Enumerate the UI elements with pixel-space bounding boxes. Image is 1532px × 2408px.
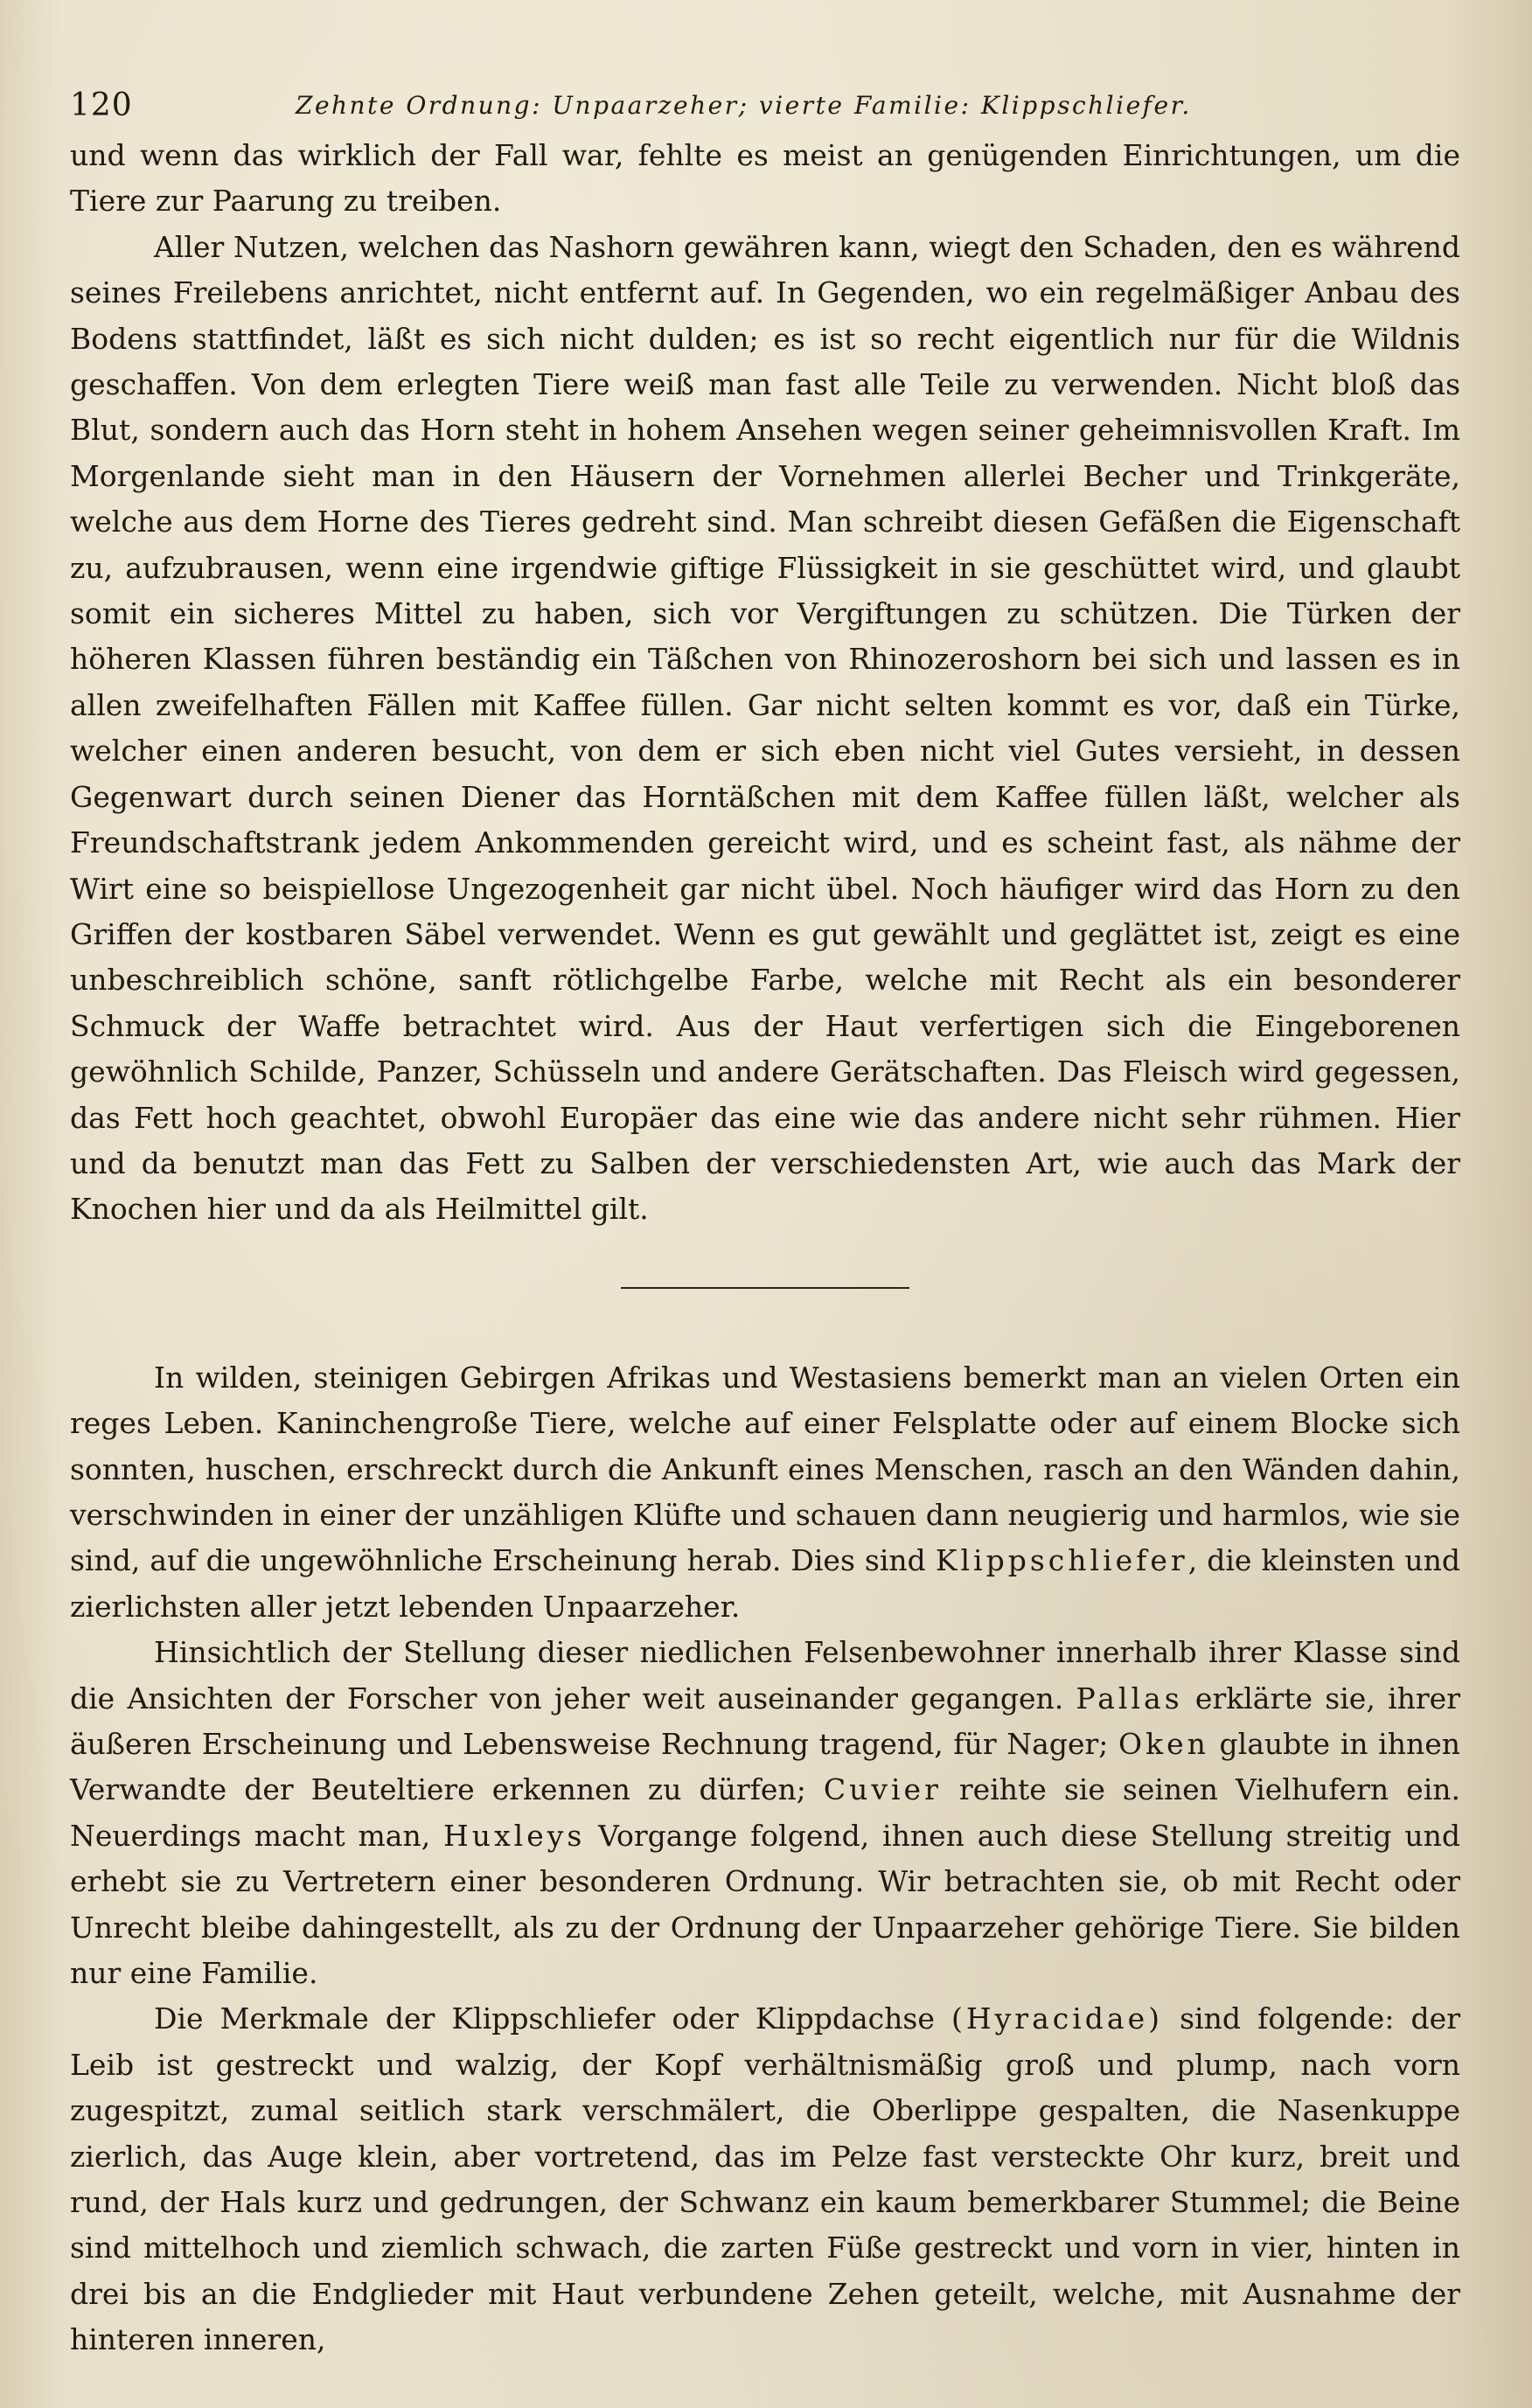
running-head: Zehnte Ordnung: Unpaarzeher; vierte Familie: Klippschliefer. [296, 91, 1192, 120]
hyrax-intro-text: In wilden, steinigen Gebirgen Afrikas und Westasiens bemerkt man an vielen Orten ein reges Leben. Kaninchengroße Tiere, welche auf einer Felsplatte oder auf einem Blocke sich sonnten, huschen, erschreckt durch die Ankunft eines Menschen, rasch an den Wänden dahin, verschwinden in einer der unzähligen Klüfte und schauen dann neugierig und harmlos, wie sie sind, auf die ungewöhnliche Erscheinung herab. Dies sind [70, 1360, 1460, 1578]
paragraph-rhinoceros-uses: Aller Nutzen, welchen das Nashorn gewähren kann, wiegt den Schaden, den es während seines Freilebens anrichtet, nicht entfernt auf. In Gegenden, wo ein regelmäßiger Anbau des Bodens stattfindet, läßt es sich nicht dulden; es ist so recht eigentlich nur für die Wildnis geschaffen. Von dem erlegten Tiere weiß man fast alle Teile zu verwenden. Nicht bloß das Blut, sondern auch das Horn steht in hohem Ansehen wegen seiner geheimnisvollen Kraft. Im Morgenlande sieht man in den Häusern der Vornehmen allerlei Becher und Trinkgeräte, welche aus dem Horne des Tieres gedreht sind. Man schreibt diesen Gefäßen die Eigenschaft zu, aufzubrausen, wenn eine irgendwie giftige Flüssigkeit in sie geschüttet wird, und glaubt somit ein sicheres Mittel zu haben, sich vor Vergiftungen zu schützen. Die Türken der höheren Klassen führen beständig ein Täßchen von Rhinozeroshorn bei sich und lassen es in allen zweifelhaften Fällen mit Kaffee füllen. Gar nicht selten kommt es vor, daß ein Türke, welcher einen anderen besucht, von dem er sich eben nicht viel Gutes versieht, in dessen Gegenwart durch seinen Diener das Horntäßchen mit dem Kaffee füllen läßt, welcher als Freundschaftstrank jedem Ankommenden gereicht wird, und es scheint fast, als nähme der Wirt eine so beispiellose Ungezogenheit gar nicht übel. Noch häufiger wird das Horn zu den Griffen der kostbaren Säbel verwendet. Wenn es gut gewählt und geglättet ist, zeigt es eine unbeschreiblich schöne, sanft rötlichgelbe Farbe, welche mit Recht als ein besonderer Schmuck der Waffe betrachtet wird. Aus der Haut verfertigen sich die Eingeborenen gewöhnlich Schilde, Panzer, Schüsseln und andere Gerätschaften. Das Fleisch wird gegessen, das Fett hoch geachtet, obwohl Europäer das eine wie das andere nicht sehr rühmen. Hier und da benutzt man das Fett zu Salben der verschiedensten Art, wie auch das Mark der Knochen hier und da als Heilmittel gilt. [70, 229, 1460, 1227]
author-oken: Oken [1118, 1727, 1209, 1761]
paragraph-hyrax-features [70, 1996, 1460, 2363]
classification-text-e: Vorgange folgend, ihnen auch diese Stellung streitig und erhebt sie zu Vertretern einer besonderen Ordnung. Wir betrachten sie, ob mit Recht oder Unrecht bleibe dahingestellt, als zu der Ordnung der Unpaarzeher gehörige Tiere. Sie bilden nur eine Familie. [70, 1818, 1460, 1991]
section-break-space [70, 1289, 1460, 1355]
term-klippschliefer: Klippschliefer [935, 1543, 1188, 1578]
paragraph-hyrax-intro [70, 1355, 1460, 1630]
author-pallas: Pallas [1076, 1681, 1183, 1716]
classification-text-b: erklärte sie, ihrer äußeren Erscheinung und Lebensweise Rechnung tragend, für Nager; [70, 1681, 1460, 1761]
classification-text-d: reihte sie seinen Vielhufern ein. Neuerdings macht man, [70, 1772, 1460, 1853]
page-number: 120 [70, 87, 133, 123]
classification-text-c: glaubte in ihnen Verwandte der Beuteltiere erkennen zu dürfen; [70, 1727, 1460, 1807]
author-cuvier: Cuvier [823, 1772, 942, 1807]
latin-name-hyracidae: (Hyracidae) [951, 2001, 1163, 2036]
author-huxley: Huxleys [443, 1818, 586, 1853]
paragraph-hyrax-classification [70, 1630, 1460, 1996]
features-text-after: sind folgende: der Leib ist gestreckt und walzig, der Kopf verhältnismäßig groß und plump, nach vorn zugespitzt, zumal seitlich stark verschmälert, die Oberlippe gespalten, die Nasenkuppe zierlich, das Auge klein, aber vortretend, das im Pelze fast versteckte Ohr kurz, breit und rund, der Hals kurz und gedrungen, der Schwanz ein kaum bemerkbarer Stummel; die Beine sind mittelhoch und ziemlich schwach, die zarten Füße gestreckt und vorn in vier, hinten in drei bis an die Endglieder mit Haut verbundene Zehen geteilt, welche, mit Ausnahme der hinteren inneren, [70, 2001, 1460, 2357]
page-header [70, 84, 1469, 128]
classification-text-a: Hinsichtlich der Stellung dieser niedlichen Felsenbewohner innerhalb ihrer Klasse sind die Ansichten der Forscher von jeher weit auseinander gegangen. [70, 1635, 1460, 1716]
features-text-before: Die Merkmale der Klippschliefer oder Klippdachse [154, 2001, 952, 2036]
paragraph-continuation: und wenn das wirklich der Fall war, fehlte es meist an genügenden Einrichtungen, um die Tiere zur Paarung zu treiben. [70, 138, 1460, 219]
hyrax-intro-tail: , die kleinsten und zierlichsten aller jetzt lebenden Unpaarzeher. [70, 1543, 1460, 1624]
body-text [70, 133, 1460, 2363]
